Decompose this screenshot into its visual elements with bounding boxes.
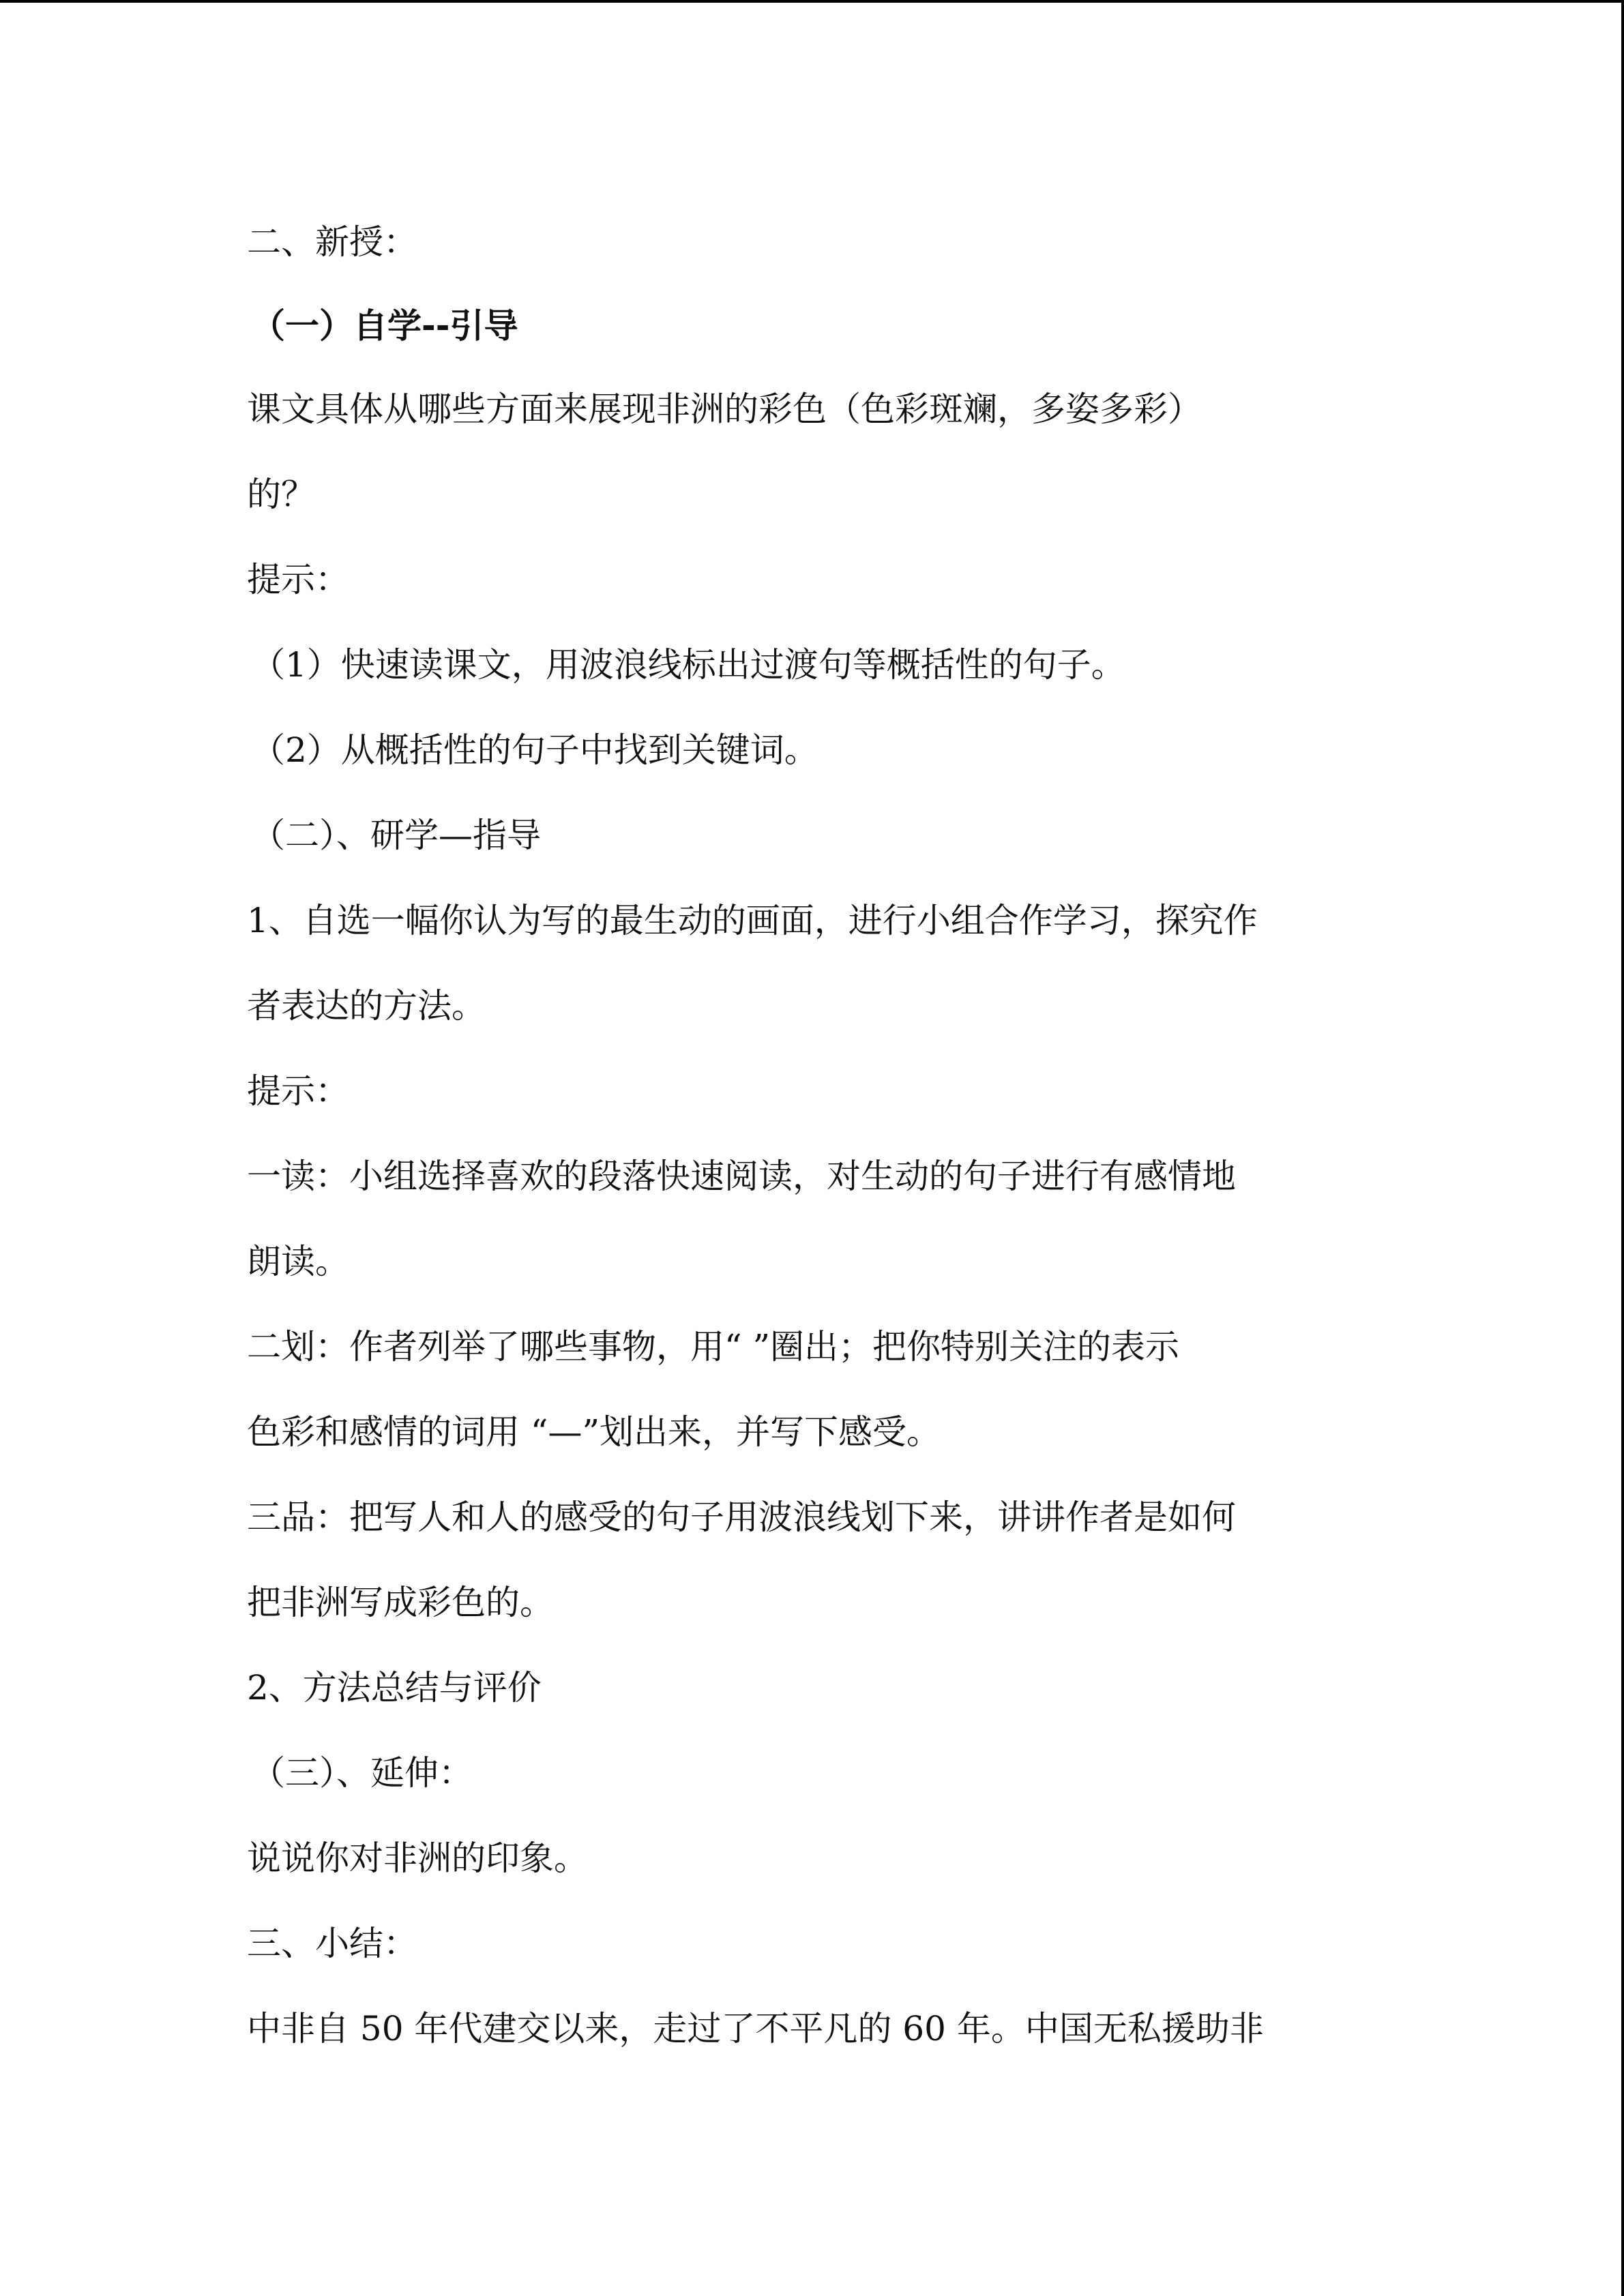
subheading-self-study: （一）自学--引导 — [251, 306, 518, 346]
subheading-extension: （三）、延伸： — [251, 1753, 473, 1793]
paragraph-line: 中非自 50 年代建交以来，走过了不平凡的 60 年。中国无私援助非 — [247, 2009, 1264, 2048]
list-item: （1）快速读课文，用波浪线标出过渡句等概括性的句子。 — [251, 645, 1125, 685]
paragraph-line: 色彩和感情的词用 “—”划出来，并写下感受。 — [247, 1412, 941, 1452]
list-item: （2）从概括性的句子中找到关键词。 — [251, 730, 818, 770]
paragraph-line: 者表达的方法。 — [247, 986, 486, 1026]
subheading-research: （二）、研学—指导 — [251, 816, 541, 855]
paragraph-line: 课文具体从哪些方面来展现非洲的彩色（色彩斑斓，多姿多彩） — [247, 389, 1202, 429]
paragraph-line: 一读：小组选择喜欢的段落快速阅读，对生动的句子进行有感情地 — [247, 1157, 1236, 1196]
section-heading-new-lesson: 二、新授： — [247, 222, 417, 262]
paragraph-line: 说说你对非洲的印象。 — [247, 1838, 588, 1878]
paragraph-line: 的？ — [247, 475, 315, 514]
paragraph-line: 把非洲写成彩色的。 — [247, 1583, 554, 1622]
hint-label: 提示： — [247, 560, 349, 599]
section-heading-summary: 三、小结： — [247, 1924, 417, 1963]
paragraph-line: 2、方法总结与评价 — [247, 1668, 542, 1708]
paragraph-line: 二划：作者列举了哪些事物，用“ ”圈出；把你特别关注的表示 — [247, 1327, 1180, 1367]
paragraph-line: 1、自选一幅你认为写的最生动的画面，进行小组合作学习，探究作 — [247, 901, 1258, 940]
paragraph-line: 三品：把写人和人的感受的句子用波浪线划下来，讲讲作者是如何 — [247, 1497, 1236, 1537]
paragraph-line: 朗读。 — [247, 1242, 349, 1281]
hint-label: 提示： — [247, 1071, 349, 1111]
page-border-top — [0, 0, 1624, 3]
page-border-right — [1621, 0, 1624, 2296]
